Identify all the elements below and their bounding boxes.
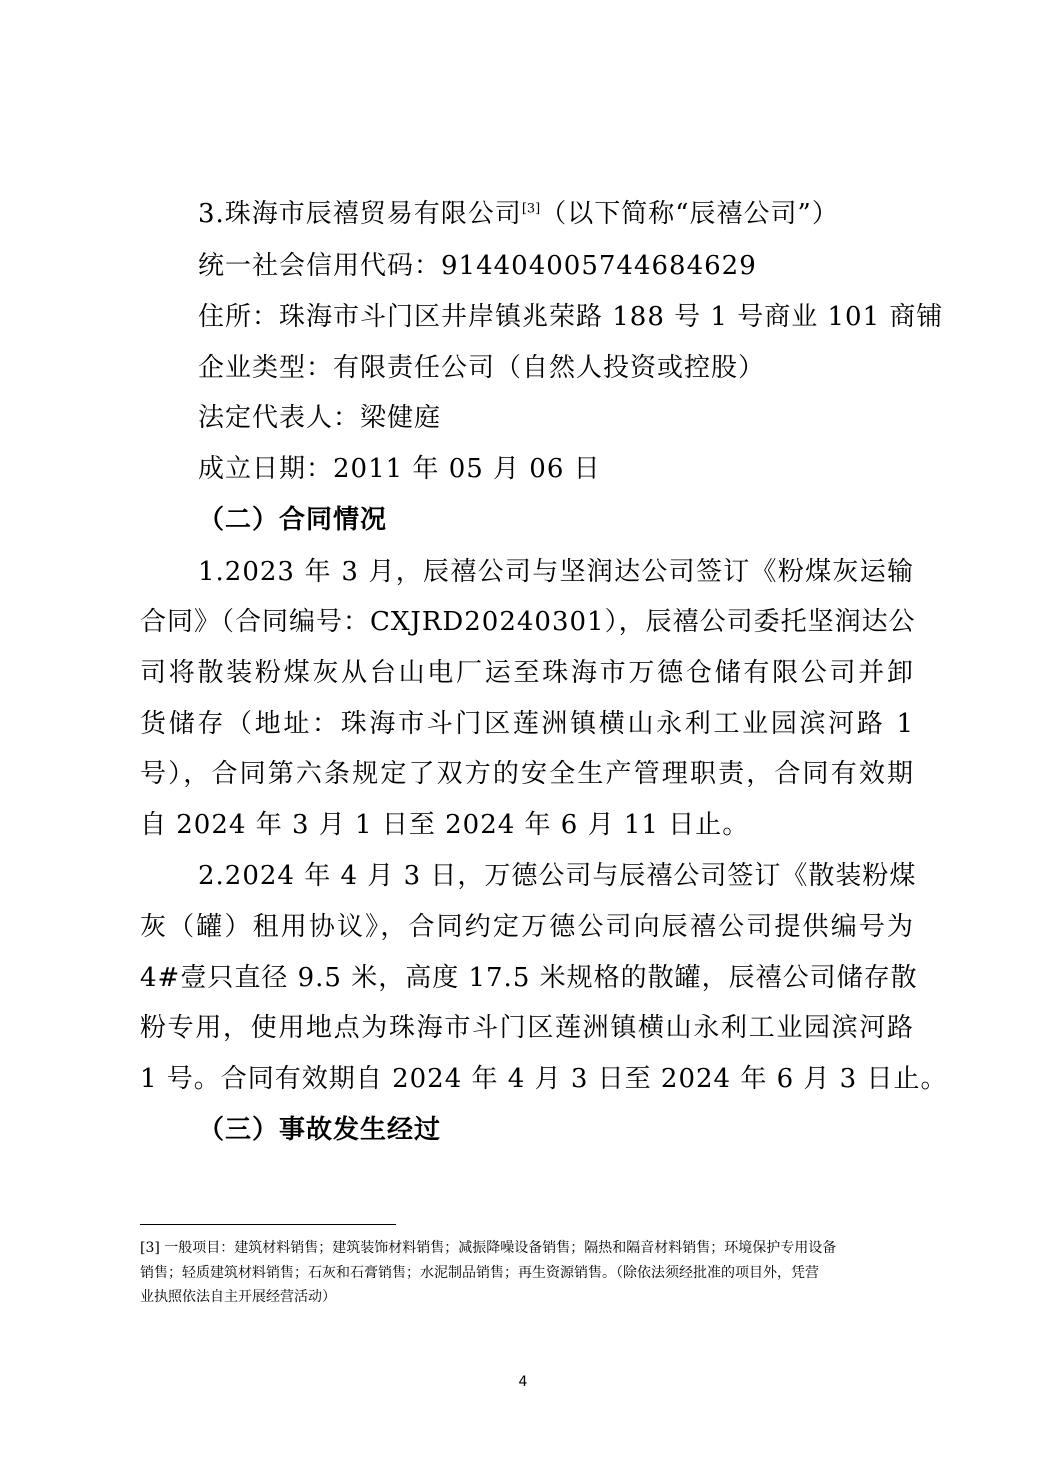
footnote-line: 业执照依法自主开展经营活动） [140, 1289, 336, 1305]
company-type: 企业类型：有限责任公司（自然人投资或控股） [198, 353, 766, 383]
footnote-ref-3[interactable]: [3] [521, 201, 541, 217]
page-number: 4 [518, 1374, 528, 1390]
paragraph-1-line: 号），合同第六条规定了双方的安全生产管理职责，合同有效期 [140, 759, 914, 789]
section-heading-contracts: （二）合同情况 [198, 505, 388, 535]
footnote-line: 销售；轻质建筑材料销售；石灰和石膏销售；水泥制品销售；再生资源销售。（除依法须经批准的项目外，凭营 [140, 1265, 819, 1281]
paragraph-2-line: 1 号。合同有效期自 2024 年 4 月 3 日至 2024 年 6 月 3 日止。 [140, 1064, 948, 1094]
company-title-suffix: （以下简称“辰禧公司”） [540, 199, 839, 229]
company-title [198, 196, 839, 232]
paragraph-1-line: 货储存（地址：珠海市斗门区莲洲镇横山永利工业园滨河路 1 [140, 709, 914, 739]
credit-code: 统一社会信用代码：914404005744684629 [198, 251, 757, 281]
paragraph-1-line: 1.2023 年 3 月，辰禧公司与坚润达公司签订《粉煤灰运输 [198, 557, 914, 587]
footnote-line: [3] 一般项目：建筑材料销售；建筑装饰材料销售；减振降噪设备销售；隔热和隔音材料销售；环境保护专用设备 [140, 1240, 837, 1256]
legal-representative: 法定代表人：梁健庭 [198, 403, 442, 433]
company-address: 住所：珠海市斗门区井岸镇兆荣路 188 号 1 号商业 101 商铺 [198, 302, 944, 332]
paragraph-1-line: 司将散装粉煤灰从台山电厂运至珠海市万德仓储有限公司并卸 [140, 658, 914, 688]
paragraph-1-line: 自 2024 年 3 月 1 日至 2024 年 6 月 11 日止。 [140, 810, 750, 840]
company-title-prefix: 3.珠海市辰禧贸易有限公司 [198, 199, 522, 229]
paragraph-2-line: 4#壹只直径 9.5 米，高度 17.5 米规格的散罐，辰禧公司储存散 [140, 963, 918, 993]
paragraph-2-line: 粉专用，使用地点为珠海市斗门区莲洲镇横山永利工业园滨河路 [140, 1013, 914, 1043]
paragraph-2-line: 2.2024 年 4 月 3 日，万德公司与辰禧公司签订《散装粉煤 [198, 861, 917, 891]
footnote-separator [140, 1224, 396, 1225]
paragraph-1-line: 合同》（合同编号：CXJRD20240301），辰禧公司委托坚润达公 [140, 607, 916, 637]
section-heading-accident: （三）事故发生经过 [198, 1115, 442, 1145]
founded-date: 成立日期：2011 年 05 月 06 日 [198, 454, 601, 484]
paragraph-2-line: 灰（罐）租用协议》，合同约定万德公司向辰禧公司提供编号为 [140, 912, 914, 942]
